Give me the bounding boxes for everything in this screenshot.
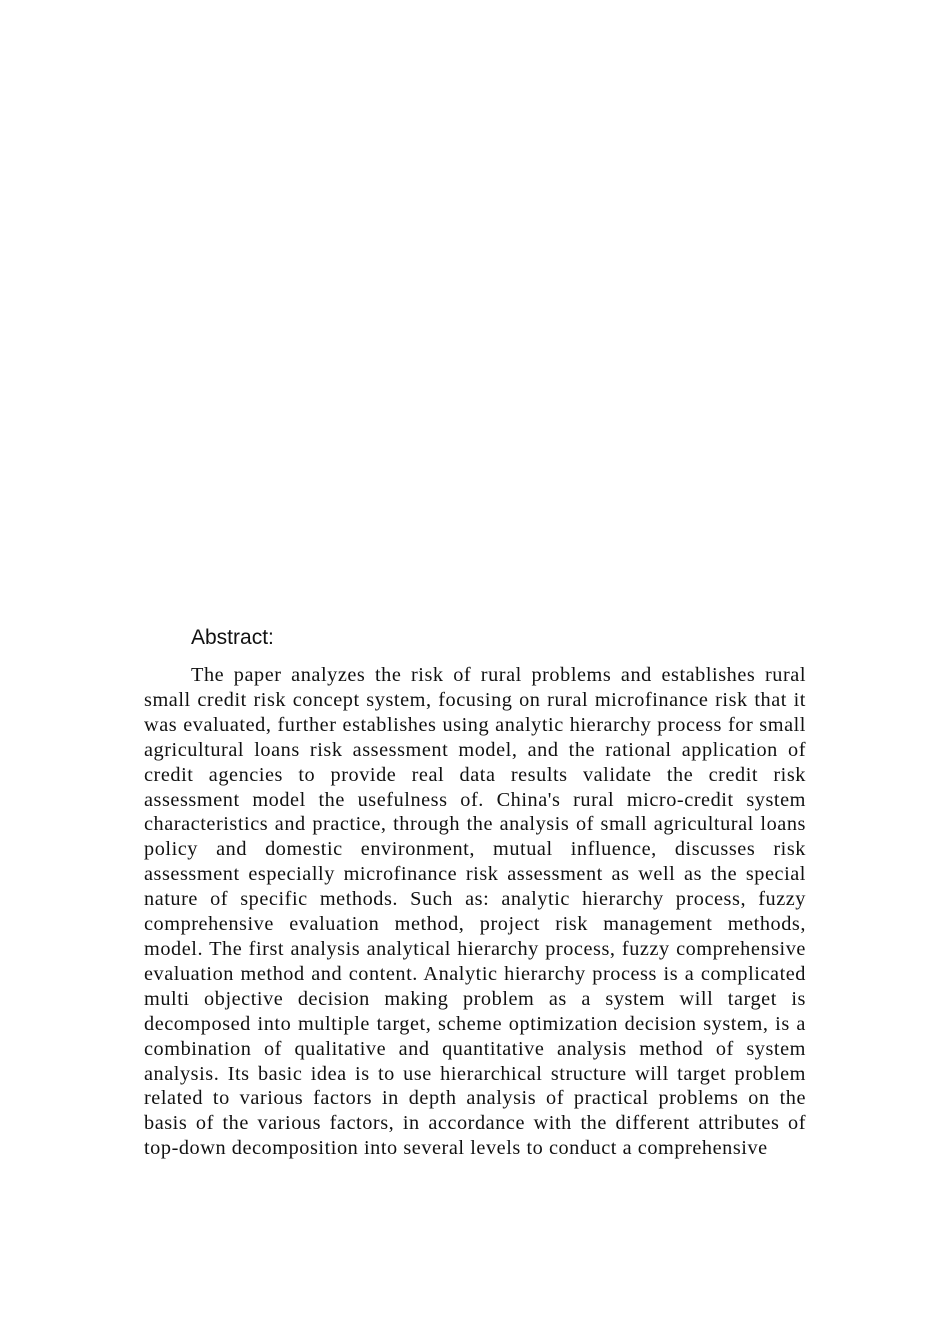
abstract-body-text: The paper analyzes the risk of rural problems and establishes rural small credit risk concept system, focusing on rural microfinance risk that it was evaluated, further establishes using analytic hierarchy process for small agricultural loans risk assessment model, and the rational application of credit agencies to provide real data results validate the credit risk assessment model the usefulness of. China's rural micro-credit system characteristics and practice, through the analysis of small agricultural loans policy and domestic environment, mutual influence, discusses risk assessment especially microfinance risk assessment as well as the special nature of specific methods. Such as: analytic hierarchy process, fuzzy comprehensive evaluation method, project risk management methods, model. The first analysis analytical hierarchy process, fuzzy comprehensive evaluation method and content. Analytic hierarchy process is a complicated multi objective decision making problem as a system will target is decomposed into multiple target, scheme optimization decision system, is a combination of qualitative and quantitative analysis method of system analysis. Its basic idea is to use hierarchical structure will target problem related to various factors in depth analysis of practical problems on the basis of the various factors, in accordance with the different attributes of top-down decomposition into several levels to conduct a comprehensive [144,664,806,1160]
abstract-heading: Abstract: [191,626,274,649]
